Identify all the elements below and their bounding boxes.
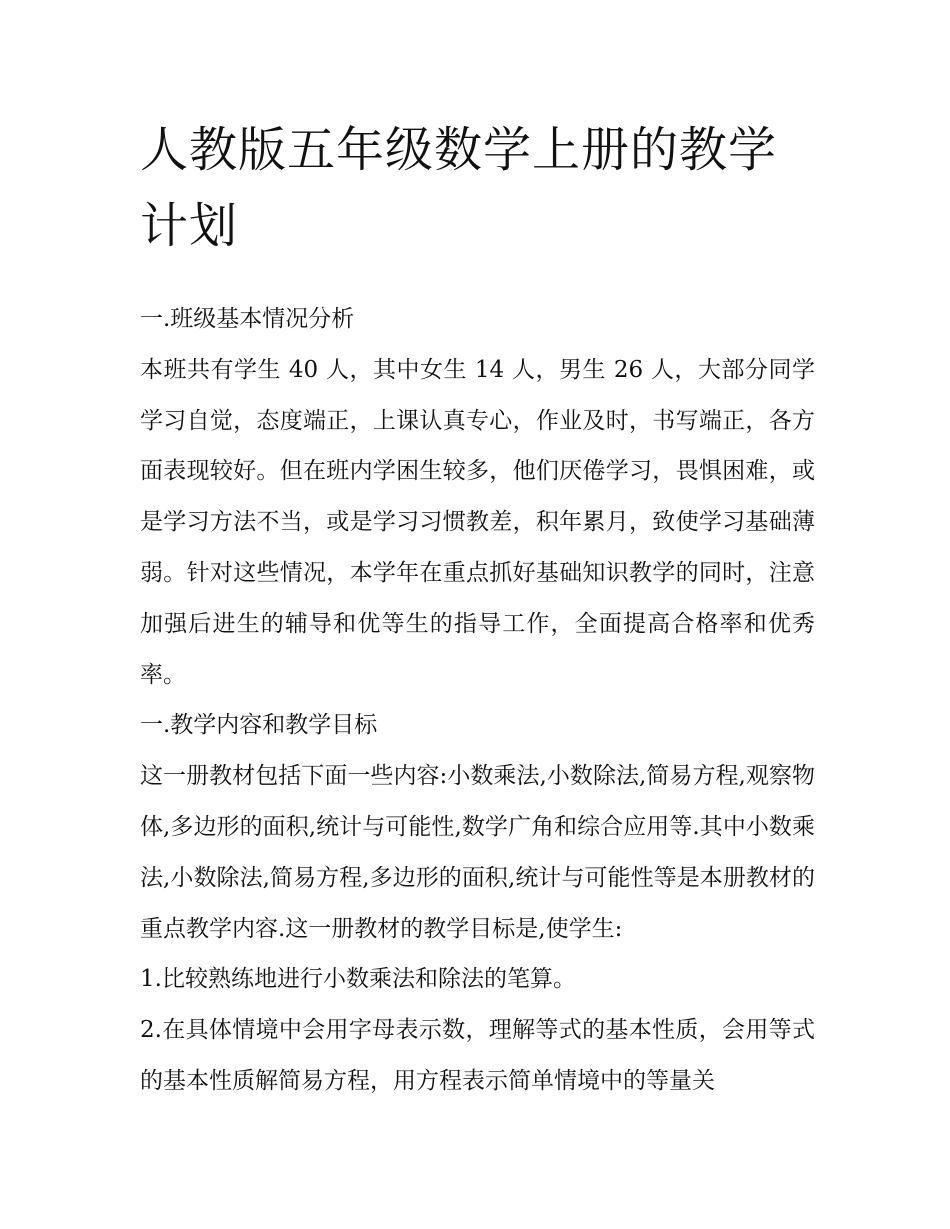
paragraph-class-analysis: 本班共有学生 40 人，其中女生 14 人，男生 26 人，大部分同学学习自觉，态度端正，上课认真专心，作业及时，书写端正，各方面表现较好。但在班内学困生较多，他们厌倦学习，畏惧困难，或是学习方法不当，或是学习习惯教差，积年累月，致使学习基础薄弱。针对这些情况，本学年在重点抓好基础知识教学的同时，注意加强后进生的辅导和优等生的指导工作，全面提高合格率和优秀率。 [140, 356, 815, 688]
section-heading-class-analysis: 一.班级基本情况分析 [140, 306, 355, 332]
paragraph-teaching-content: 这一册教材包括下面一些内容:小数乘法,小数除法,简易方程,观察物体,多边形的面积,统计与可能性,数学广角和综合应用等.其中小数乘法,小数除法,简易方程,多边形的面积,统计与可能性等是本册教材的重点教学内容.这一册教材的教学目标是,使学生: [140, 763, 815, 942]
document-title: 人教版五年级数学上册的教学计划 [140, 122, 778, 254]
paragraph-goal-1: 1.比较熟练地进行小数乘法和除法的笔算。 [140, 966, 576, 993]
paragraph-goal-2: 2.在具体情境中会用字母表示数，理解等式的基本性质，会用等式的基本性质解简易方程，用方程表示简单情境中的等量关 [140, 1017, 815, 1094]
section-heading-teaching-content: 一.教学内容和教学目标 [140, 712, 378, 739]
document-page [140, 112, 815, 1107]
